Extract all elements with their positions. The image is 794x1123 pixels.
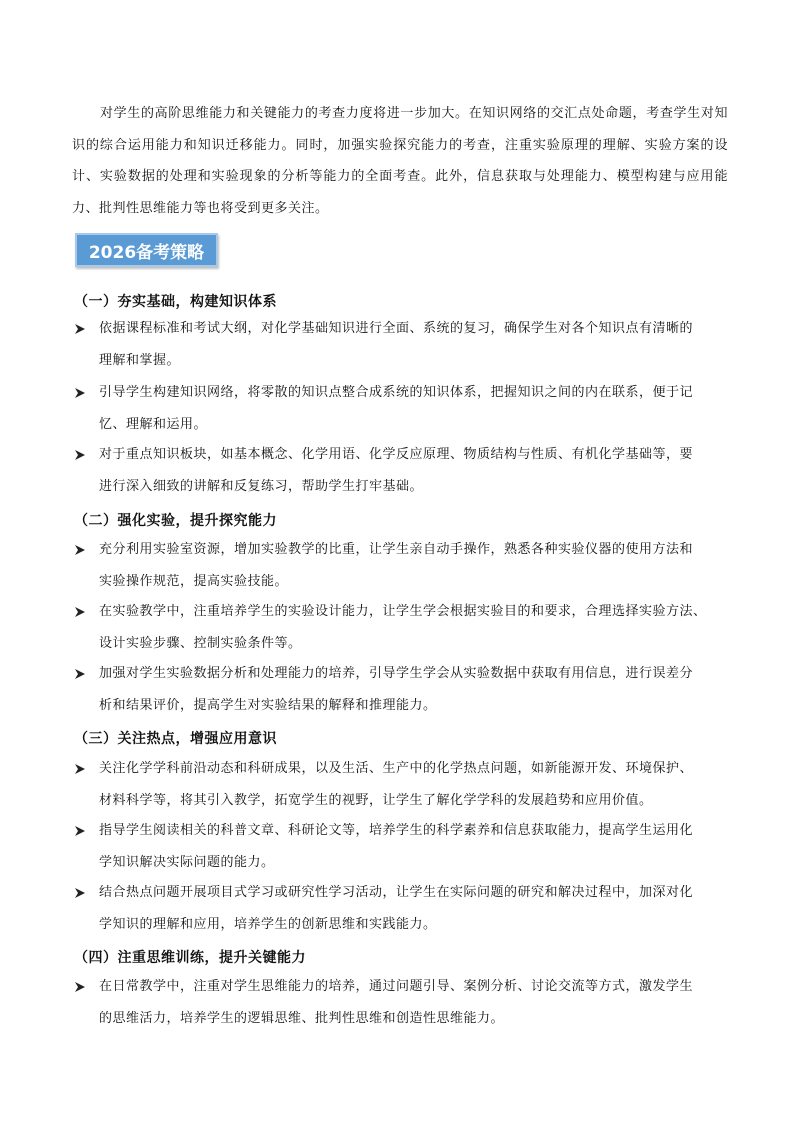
bullet-line: 依据课程标准和考试大纲，对化学基础知识进行全面、系统的复习，确保学生对各个知识点有清晰的 (99, 321, 694, 336)
bullet-line: 材料科学等，将其引入教学，拓宽学生的视野，让学生了解化学学科的发展趋势和应用价值。 (99, 792, 653, 808)
bullet-line: 关注化学学科前沿动态和科研成果，以及生活、生产中的化学热点问题，如新能源开发、环境保护、 (99, 761, 694, 776)
arrow-bullet-icon (74, 323, 86, 335)
bullet-line: 设计实验步骤、控制实验条件等。 (99, 635, 302, 651)
section-title-4: （四）注重思维训练，提升关键能力 (74, 950, 306, 966)
bullet-line: 加强对学生实验数据分析和处理能力的培养，引导学生学会从实验数据中获取有用信息，进行误差分 (99, 666, 694, 681)
bullet-line: 充分利用实验室资源，增加实验教学的比重，让学生亲自动手操作，熟悉各种实验仪器的使用方法和 (99, 542, 694, 557)
intro-paragraph: 对学生的高阶思维能力和关键能力的考查力度将进一步加大。在知识网络的交汇点处命题，考查学生对知识的综合运用能力和知识迁移能力。同时，加强实验探究能力的考查，注重实验原理的理解、实验方案的设计、实验数据的处理和实验现象的分析等能力的全面考查。此外，信息获取与处理能力、模型构建与应用能力、批判性思维能力等也将受到更多关注。 (72, 106, 728, 216)
arrow-bullet-icon (74, 668, 86, 680)
bullet-line: 学知识的理解和应用，培养学生的创新思维和实践能力。 (99, 916, 437, 932)
section-title-2: （二）强化实验，提升探究能力 (74, 513, 277, 529)
arrow-bullet-icon (74, 887, 86, 899)
section-title-3: （三）关注热点，增强应用意识 (74, 731, 277, 747)
arrow-bullet-icon (74, 981, 86, 993)
arrow-bullet-icon (74, 606, 86, 618)
bullet-line: 析和结果评价，提高学生对实验结果的解释和推理能力。 (99, 697, 437, 713)
section-title-1: （一）夯实基础，构建知识体系 (74, 294, 277, 310)
bullet-line: 在实验教学中，注重培养学生的实验设计能力，让学生学会根据实验目的和要求，合理选择实验方法、 (99, 604, 707, 619)
arrow-bullet-icon (74, 544, 86, 556)
bullet-line: 结合热点问题开展项目式学习或研究性学习活动，让学生在实际问题的研究和解决过程中，加深对化 (99, 885, 694, 900)
bullet-line: 忆、理解和运用。 (99, 416, 208, 432)
bullet-line: 理解和掌握。 (99, 352, 181, 368)
arrow-bullet-icon (74, 449, 86, 461)
bullet-line: 引导学生构建知识网络，将零散的知识点整合成系统的知识体系，把握知识之间的内在联系，便于记 (99, 385, 694, 400)
bullet-line: 在日常教学中，注重对学生思维能力的培养，通过问题引导、案例分析、讨论交流等方式，激发学生 (99, 979, 694, 994)
arrow-bullet-icon (74, 763, 86, 775)
bullet-line: 指导学生阅读相关的科普文章、科研论文等，培养学生的科学素养和信息获取能力，提高学生运用化 (99, 823, 694, 838)
section-banner: 2026备考策略 (75, 233, 218, 267)
arrow-bullet-icon (74, 825, 86, 837)
bullet-line: 对于重点知识板块，如基本概念、化学用语、化学反应原理、物质结构与性质、有机化学基础等，要 (99, 447, 694, 462)
bullet-line: 实验操作规范，提高实验技能。 (99, 573, 289, 589)
bullet-line: 进行深入细致的讲解和反复练习，帮助学生打牢基础。 (99, 478, 424, 494)
bullet-line: 的思维活力，培养学生的逻辑思维、批判性思维和创造性思维能力。 (99, 1010, 505, 1026)
bullet-line: 学知识解决实际问题的能力。 (99, 854, 275, 870)
arrow-bullet-icon (74, 387, 86, 399)
